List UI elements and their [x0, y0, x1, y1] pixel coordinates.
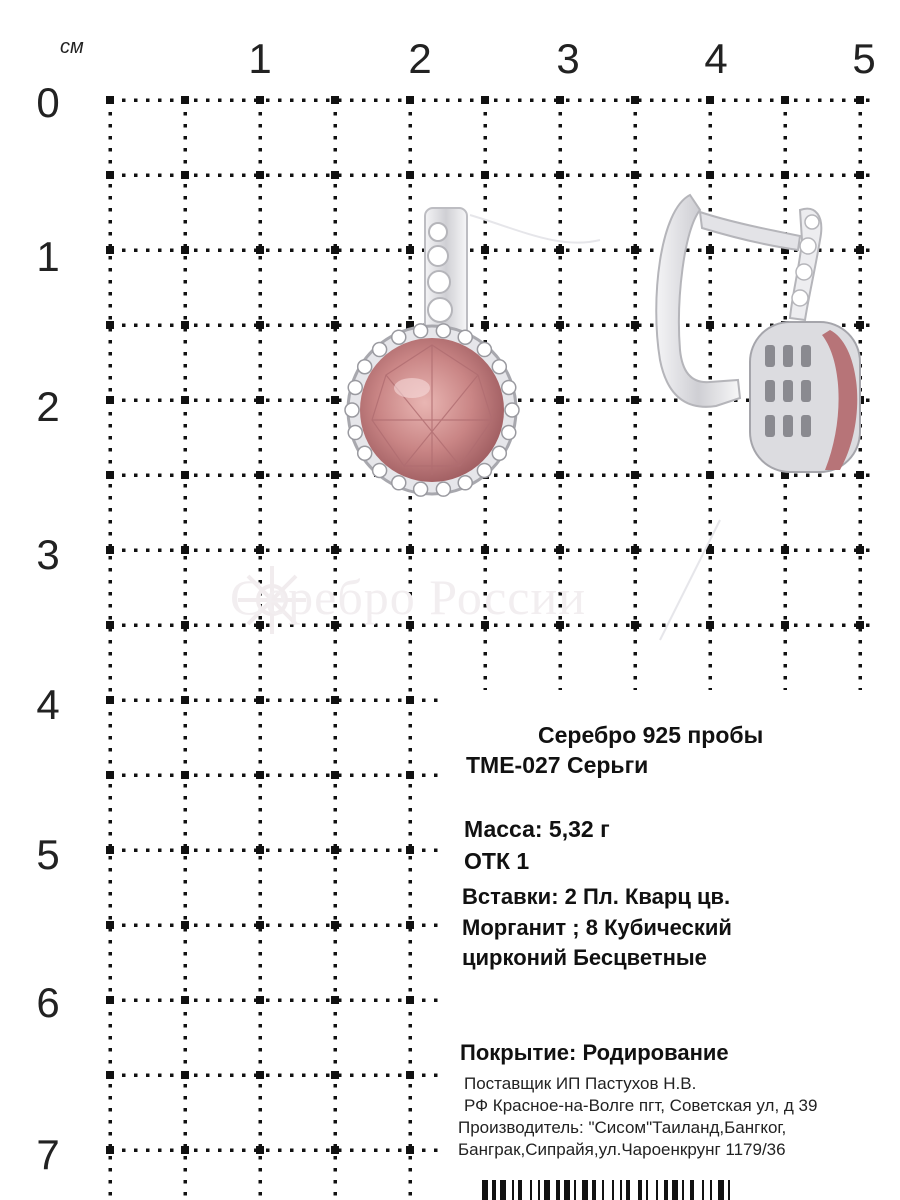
prong — [414, 482, 428, 496]
prong — [477, 463, 491, 477]
prong — [373, 463, 387, 477]
barcode — [482, 1180, 900, 1200]
barcode-bar — [638, 1180, 642, 1200]
prong — [392, 330, 406, 344]
prong — [502, 380, 516, 394]
barcode-bar — [728, 1180, 730, 1200]
barcode-bar — [646, 1180, 648, 1200]
barcode-bar — [582, 1180, 588, 1200]
prong — [345, 403, 359, 417]
x-tick-label: 5 — [852, 35, 876, 82]
prong — [392, 476, 406, 490]
prong — [358, 446, 372, 460]
barcode-bar — [574, 1180, 576, 1200]
y-tick-label: 1 — [36, 233, 60, 280]
supplier-line: Поставщик ИП Пастухов Н.В. — [464, 1074, 697, 1093]
barcode-bar — [626, 1180, 630, 1200]
product-otk: ОТК 1 — [464, 848, 530, 874]
prong — [414, 324, 428, 338]
product-mass: Масса: 5,32 г — [464, 816, 610, 842]
product-code: TME-027 Серьги — [466, 752, 649, 778]
barcode-bar — [664, 1180, 668, 1200]
prong — [436, 324, 450, 338]
supplier-line: Банграк,Сипрайя,ул.Чароенкрунг 1179/36 — [458, 1140, 786, 1159]
product-inserts-line: цирконий Бесцветные — [462, 945, 707, 970]
x-tick-label: 1 — [248, 35, 272, 82]
y-tick-label: 7 — [36, 1131, 60, 1178]
unit-label: см — [60, 36, 84, 58]
prong — [436, 482, 450, 496]
y-tick-label: 6 — [36, 979, 60, 1026]
product-label-card — [440, 690, 900, 1200]
product-inserts-line: Морганит ; 8 Кубический — [462, 915, 732, 940]
barcode-bar — [518, 1180, 522, 1200]
x-tick-label: 2 — [408, 35, 432, 82]
barcode-bar — [702, 1180, 704, 1200]
barcode-bar — [564, 1180, 570, 1200]
prong — [477, 343, 491, 357]
prong — [505, 403, 519, 417]
barcode-bar — [492, 1180, 496, 1200]
barcode-bar — [544, 1180, 550, 1200]
barcode-bar — [538, 1180, 540, 1200]
barcode-bar — [612, 1180, 614, 1200]
x-tick-label: 3 — [556, 35, 580, 82]
barcode-bar — [690, 1180, 694, 1200]
side-earring — [470, 195, 860, 640]
prong — [502, 426, 516, 440]
x-tick-label: 4 — [704, 35, 728, 82]
front-earring — [345, 208, 519, 496]
barcode-bar — [718, 1180, 724, 1200]
barcode-bar — [530, 1180, 532, 1200]
barcode-bar — [620, 1180, 622, 1200]
supplier-line: Производитель: "Сисом"Таиланд,Бангког, — [458, 1118, 787, 1137]
prong — [458, 476, 472, 490]
barcode-bar — [710, 1180, 712, 1200]
barcode-bar — [500, 1180, 506, 1200]
prong — [348, 380, 362, 394]
y-tick-label: 2 — [36, 383, 60, 430]
barcode-bar — [602, 1180, 604, 1200]
barcode-bar — [672, 1180, 678, 1200]
prong — [373, 343, 387, 357]
product-inserts-line: Вставки: 2 Пл. Кварц цв. — [462, 884, 731, 909]
prong — [492, 446, 506, 460]
prong — [348, 426, 362, 440]
watermark-text: Серебро России — [230, 569, 586, 625]
supplier-line: РФ Красное-на-Волге пгт, Советская ул, д 39 — [464, 1096, 818, 1115]
barcode-bar — [656, 1180, 658, 1200]
product-name: Серебро 925 пробы — [538, 722, 764, 748]
barcode-bar — [592, 1180, 596, 1200]
barcode-bar — [682, 1180, 684, 1200]
y-tick-label: 0 — [36, 79, 60, 126]
y-tick-label: 3 — [36, 531, 60, 578]
prong — [458, 330, 472, 344]
product-coating: Покрытие: Родирование — [460, 1040, 729, 1065]
barcode-bar — [556, 1180, 560, 1200]
prong — [358, 360, 372, 374]
barcode-bar — [512, 1180, 514, 1200]
y-tick-label: 4 — [36, 681, 60, 728]
prong — [492, 360, 506, 374]
barcode-bar — [482, 1180, 488, 1200]
y-tick-label: 5 — [36, 831, 60, 878]
